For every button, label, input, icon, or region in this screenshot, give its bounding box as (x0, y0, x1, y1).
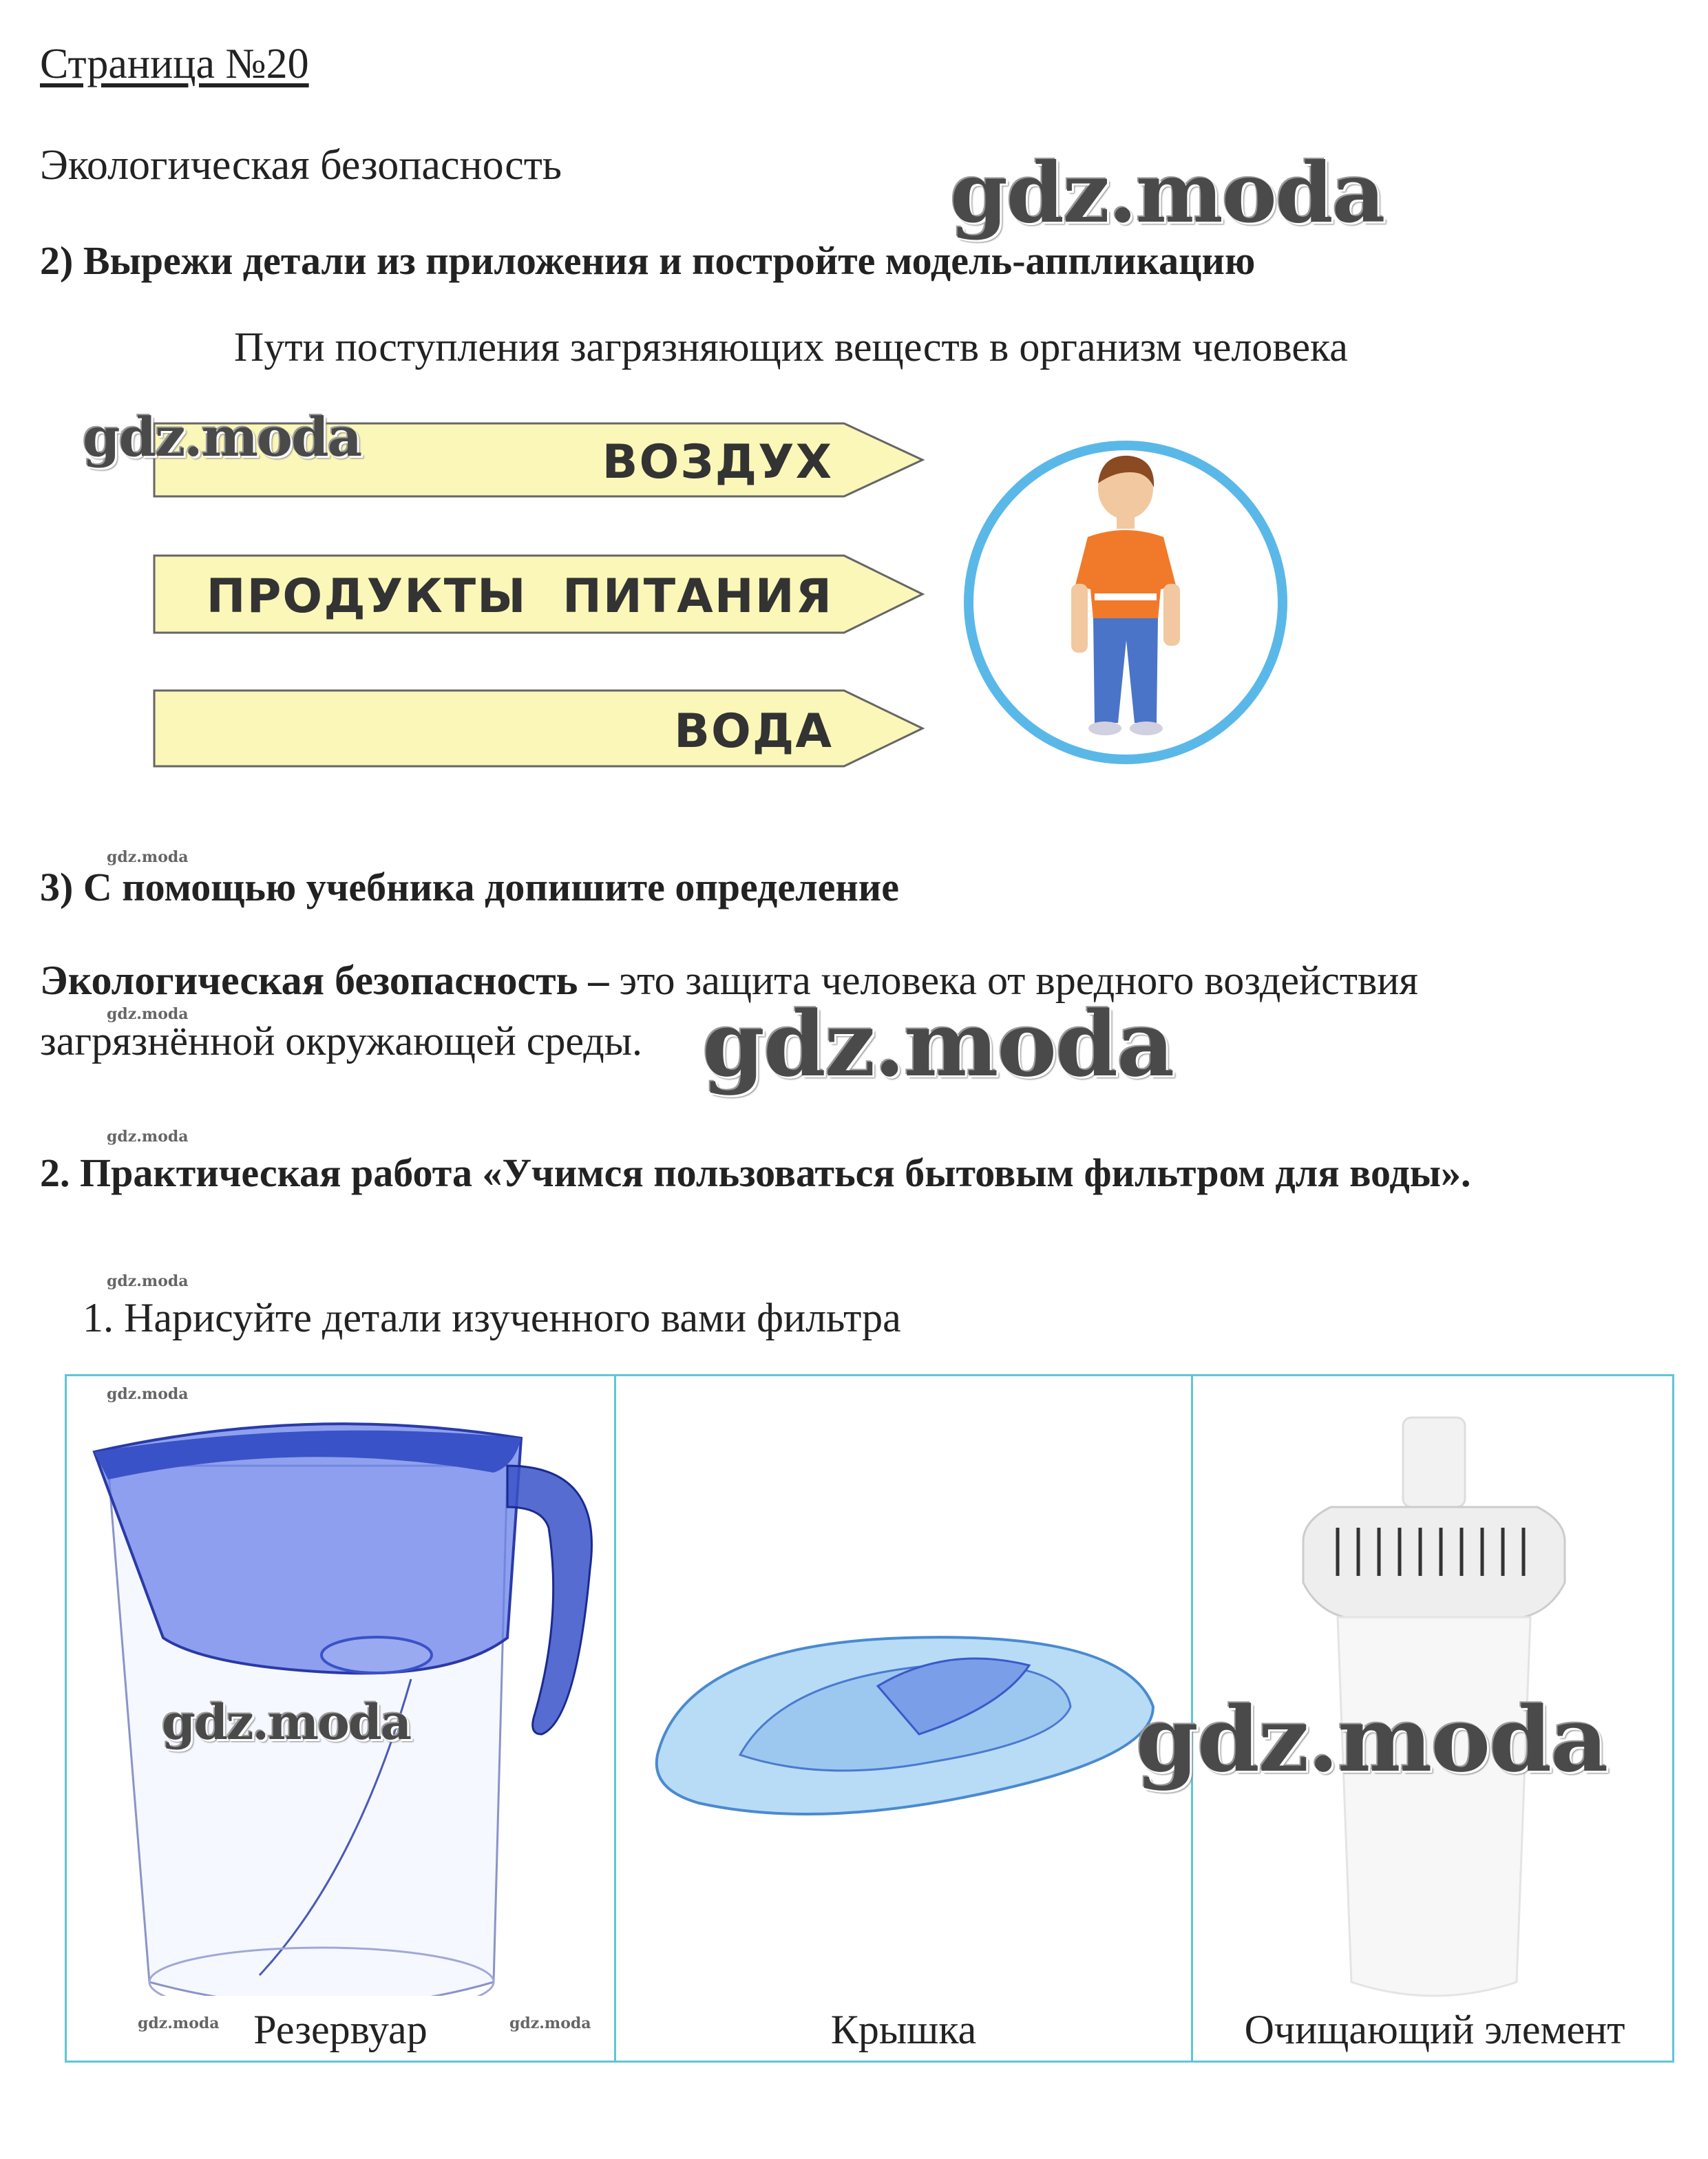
label-lid: Крышка (830, 2007, 977, 2052)
human-circle (957, 434, 1294, 771)
page-title: Страница №20 (40, 41, 309, 87)
watermark-small: gdz.moda (107, 1128, 189, 1146)
watermark-small: gdz.moda (138, 2014, 220, 2032)
watermark: gdz.moda (702, 991, 1174, 1097)
definition-term: Экологическая безопасность – (40, 958, 609, 1003)
definition-body: это защита человека от вредного воздействия загрязнённой окружающей среды. (40, 958, 1419, 1064)
watermark: gdz.moda (1136, 1687, 1607, 1792)
watermark-small: gdz.moda (107, 1385, 189, 1403)
arrow-water (154, 691, 922, 766)
pitcher-illustration (67, 1390, 616, 1996)
arrow-label-water: ВОДА (674, 704, 833, 759)
watermark-small: gdz.moda (107, 1272, 189, 1290)
practical-step1: 1. Нарисуйте детали изученного вами фильтра (83, 1295, 901, 1340)
watermark: gdz.moda (950, 145, 1384, 242)
arrow-food (154, 556, 922, 633)
practical-heading: 2. Практическая работа «Учимся пользоваться бытовым фильтром для воды». (40, 1150, 1471, 1195)
task2-heading: 2) Вырежи детали из приложения и постройте модель-аппликацию (40, 238, 1256, 283)
lid-illustration (616, 1528, 1193, 2010)
watermark-small: gdz.moda (107, 1005, 189, 1023)
arrow-label-air: ВОЗДУХ (602, 435, 833, 489)
label-cartridge: Очищающий элемент (1244, 2007, 1625, 2052)
task2-caption: Пути поступления загрязняющих веществ в организм человека (234, 324, 1348, 370)
topic-title: Экологическая безопасность (40, 142, 562, 189)
cell-lid (616, 1376, 1193, 2061)
watermark-small: gdz.moda (509, 2014, 591, 2032)
watermark-small: gdz.moda (107, 848, 189, 866)
task3-heading: 3) С помощью учебника допишите определение (40, 865, 899, 909)
label-reservoir: Резервуар (253, 2007, 428, 2052)
watermark: gdz.moda (83, 406, 361, 469)
arrow-label-food: ПРОДУКТЫ ПИТАНИЯ (206, 569, 833, 624)
watermark: gdz.moda (162, 1694, 411, 1751)
